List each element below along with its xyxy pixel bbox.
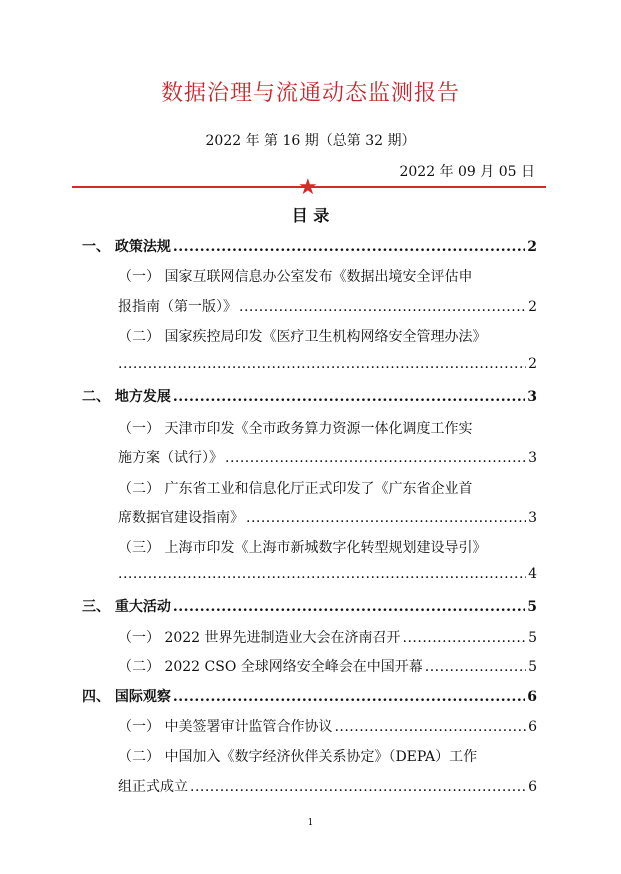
dot-leader [190,779,526,795]
dot-leader [239,299,526,315]
toc-section-local[interactable] [82,386,537,406]
toc-page: 5 [527,599,537,615]
toc-item-line[interactable]: （三） 上海市印发《上海市新城数字化转型规划建设导引》 [118,540,487,556]
report-title: 数据治理与流通动态监测报告 [160,81,460,106]
toc-label: 一、 政策法规 [82,239,171,255]
toc-section-events[interactable] [82,596,537,616]
toc-page: 2 [528,299,537,315]
dot-leader [425,659,526,675]
dot-leader [225,450,526,466]
dot-leader [118,566,526,582]
toc-label: 四、 国际观察 [82,689,171,705]
toc-label: 报指南（第一版）》 [118,299,237,315]
toc-label: 三、 重大活动 [82,599,171,615]
toc-page: 2 [527,239,537,255]
toc-item-line[interactable]: （一） 国家互联网信息办公室发布《数据出境安全评估申 [118,269,473,285]
dot-leader [173,599,525,615]
toc-label: 施方案（试行）》 [118,450,223,466]
toc-label: 席数据官建设指南》 [118,510,244,526]
toc-label: 组正式成立 [118,779,188,795]
toc-page: 2 [528,356,537,372]
toc-page: 6 [528,779,537,795]
toc-page: 3 [527,389,537,405]
toc-page: 6 [527,689,537,705]
issue-number: 2022 年 第 16 期（总第 32 期） [205,133,416,149]
toc-page: 3 [528,450,537,466]
toc-item-shanghai[interactable] [118,566,537,582]
toc-page: 5 [528,659,537,675]
toc-item-line[interactable]: （二） 中国加入《数字经济伙伴关系协定》（DEPA）工作 [118,749,478,765]
dot-leader [173,239,525,255]
toc-page: 5 [528,630,537,646]
issue-date: 2022 年 09 月 05 日 [399,164,535,180]
toc-section-policy[interactable] [82,236,537,256]
toc-item-line[interactable]: （一） 天津市印发《全市政务算力资源一体化调度工作实 [118,421,473,437]
toc-item-manufacturing[interactable] [118,627,537,647]
toc-item-guangdong[interactable] [118,507,537,527]
toc-page: 3 [528,510,537,526]
toc-label: （一） 2022 世界先进制造业大会在济南召开 [118,630,401,646]
dot-leader [173,389,525,405]
toc-label: 二、 地方发展 [82,389,171,405]
toc-page: 4 [528,566,537,582]
toc-item-cac-guide[interactable] [118,296,537,316]
page-number: 1 [307,818,314,828]
toc-label: （二） 2022 CSO 全球网络安全峰会在中国开幕 [118,659,423,675]
toc-item-tianjin[interactable] [118,447,537,467]
toc-item-line[interactable]: （二） 广东省工业和信息化厅正式印发了《广东省企业首 [118,481,473,497]
toc-item-medical-security[interactable] [118,356,537,372]
toc-item-line[interactable]: （二） 国家疾控局印发《医疗卫生机构网络安全管理办法》 [118,329,487,345]
toc-heading: 目 录 [291,206,330,225]
toc-item-depa[interactable] [118,776,537,796]
toc-page: 6 [528,719,537,735]
dot-leader [403,630,527,646]
dot-leader [246,510,526,526]
toc-item-cso-summit[interactable] [118,656,537,676]
dot-leader [118,356,526,372]
star-icon: ★ [298,175,318,200]
toc-label: （一） 中美签署审计监管合作协议 [118,719,333,735]
toc-item-audit[interactable] [118,716,537,736]
dot-leader [173,689,525,705]
toc-section-international[interactable] [82,686,537,706]
dot-leader [334,719,526,735]
